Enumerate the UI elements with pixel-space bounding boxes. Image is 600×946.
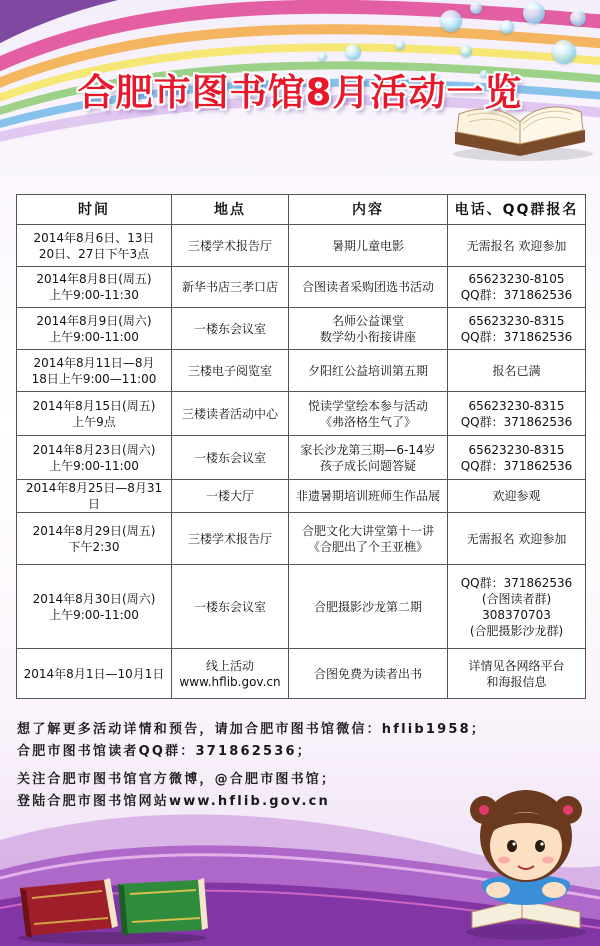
bubble-icon [552, 40, 576, 64]
cell-phone: 65623230-8105 QQ群：371862536 [448, 267, 586, 308]
cell-place: 一楼东会议室 [172, 565, 289, 649]
cell-time: 2014年8月11日—8月 18日上午9:00—11:00 [17, 350, 172, 392]
cell-place: 三楼学术报告厅 [172, 225, 289, 267]
poster-title: 合肥市图书馆8月活动一览 [77, 71, 523, 114]
cell-phone: 欢迎参观 [448, 480, 586, 513]
table-row [17, 513, 586, 565]
cell-time: 2014年8月8日(周五) 上午9:00-11:30 [17, 267, 172, 308]
header-place: 地点 [172, 195, 289, 225]
table-row [17, 480, 586, 513]
cell-phone: 报名已满 [448, 350, 586, 392]
cell-time: 2014年8月25日—8月31日 [17, 480, 172, 513]
cell-phone: 无需报名 欢迎参加 [448, 513, 586, 565]
cell-content: 名师公益课堂 数学幼小衔接讲座 [289, 308, 448, 350]
bubble-icon [500, 20, 514, 34]
cell-phone: 65623230-8315 QQ群：371862536 [448, 308, 586, 350]
note-wechat: 想了解更多活动详情和预告，请加合肥市图书馆微信：hflib1958； [17, 722, 487, 737]
cell-content: 合肥文化大讲堂第十一讲 《合肥出了个王亚樵》 [289, 513, 448, 565]
cell-time: 2014年8月30日(周六) 上午9:00-11:00 [17, 565, 172, 649]
cell-content: 夕阳红公益培训第五期 [289, 350, 448, 392]
table-row [17, 308, 586, 350]
header-phone: 电话、QQ群报名 [448, 195, 586, 225]
bubble-icon [318, 52, 327, 61]
cell-place: 新华书店三孝口店 [172, 267, 289, 308]
cell-content: 合图读者采购团选书活动 [289, 267, 448, 308]
cell-phone: 65623230-8315 QQ群：371862536 [448, 392, 586, 436]
table-row [17, 436, 586, 480]
bubble-icon [470, 2, 482, 14]
cell-place: 三楼电子阅览室 [172, 350, 289, 392]
note-qq-group: 合肥市图书馆读者QQ群：371862536； [17, 744, 312, 759]
header-content: 内容 [289, 195, 448, 225]
cell-content: 家长沙龙第三期—6-14岁 孩子成长问题答疑 [289, 436, 448, 480]
cell-place: 一楼东会议室 [172, 436, 289, 480]
cell-time: 2014年8月6日、13日 20日、27日下午3点 [17, 225, 172, 267]
cell-content: 合图免费为读者出书 [289, 649, 448, 699]
stacked-books-icon [12, 858, 212, 944]
note-weibo: 关注合肥市图书馆官方微博，@合肥市图书馆； [17, 772, 337, 787]
note-website: 登陆合肥市图书馆网站www.hflib.gov.cn [17, 794, 330, 809]
bubble-icon [460, 45, 472, 57]
cell-phone: 无需报名 欢迎参加 [448, 225, 586, 267]
bubble-icon [395, 40, 405, 50]
table-row [17, 225, 586, 267]
table-row [17, 267, 586, 308]
table-row [17, 350, 586, 392]
header-time: 时间 [17, 195, 172, 225]
cell-place: 一楼大厅 [172, 480, 289, 513]
table-row [17, 649, 586, 699]
cell-phone: 65623230-8315 QQ群：371862536 [448, 436, 586, 480]
cell-time: 2014年8月29日(周五) 下午2:30 [17, 513, 172, 565]
cell-content: 非遗暑期培训班师生作品展 [289, 480, 448, 513]
cell-content: 暑期儿童电影 [289, 225, 448, 267]
cell-place: 线上活动 www.hflib.gov.cn [172, 649, 289, 699]
cell-content: 合肥摄影沙龙第二期 [289, 565, 448, 649]
table-header-row [17, 195, 586, 225]
cell-time: 2014年8月1日—10月1日 [17, 649, 172, 699]
cell-place: 三楼读者活动中心 [172, 392, 289, 436]
table-row [17, 392, 586, 436]
cell-phone: QQ群：371862536 (合图读者群) 308370703 (合肥摄影沙龙群) [448, 565, 586, 649]
events-table [16, 194, 586, 699]
reading-girl-icon [462, 772, 594, 942]
table-row [17, 565, 586, 649]
cell-phone: 详情见各网络平台 和海报信息 [448, 649, 586, 699]
cell-place: 三楼学术报告厅 [172, 513, 289, 565]
cell-place: 一楼东会议室 [172, 308, 289, 350]
cell-time: 2014年8月23日(周六) 上午9:00-11:00 [17, 436, 172, 480]
bubble-icon [570, 10, 586, 26]
bubble-icon [523, 2, 545, 24]
cell-content: 悦读学堂绘本参与活动 《弗洛格生气了》 [289, 392, 448, 436]
cell-time: 2014年8月9日(周六) 上午9:00-11:00 [17, 308, 172, 350]
bubble-icon [440, 10, 462, 32]
cell-time: 2014年8月15日(周五) 上午9点 [17, 392, 172, 436]
bubble-icon [345, 44, 361, 60]
